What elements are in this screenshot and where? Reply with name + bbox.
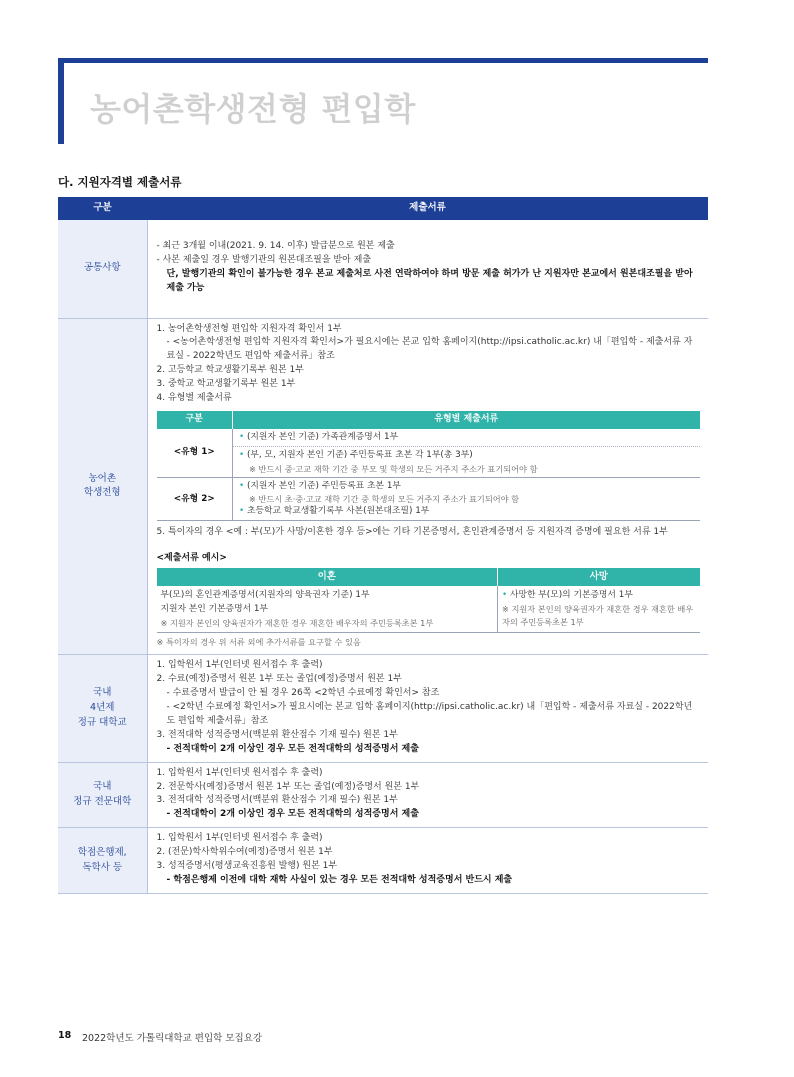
type2-note: ※ 반드시 초·중·고교 재학 기간 중 학생의 모든 거주지 주소가 표기되어야 함: [249, 493, 520, 504]
category-rural-line1: 농어촌: [88, 472, 117, 484]
table-row: [157, 477, 700, 521]
list-item: 5. 특이자의 경우 <예 : 부(모)가 사망/이혼한 경우 등>에는 기타 기본증명서, 혼인관계증명서 등 지원자격 증명에 필요한 서류 1부: [156, 527, 668, 538]
list-item: 1. 입학원서 1부(인터넷 원서접수 후 출력): [156, 660, 323, 670]
page-number: 18: [58, 1030, 72, 1041]
list-item: - 사본 제출일 경우 발행기관의 원본대조필을 받아 제출: [156, 255, 372, 266]
documents-four-year: [147, 655, 708, 763]
type2-item2: 초등학교 학교생활기록부 사본(원본대조필) 1부: [247, 506, 430, 517]
type-table: [157, 411, 700, 521]
list-item: 1. 입학원서 1부(인터넷 원서접수 후 출력): [156, 833, 323, 844]
header-documents: 제출서류: [147, 197, 708, 220]
list-item: - <2학년 수료예정 확인서>가 필요시에는 본교 입학 홈페이지(http://ipsi.catholic.ac.kr) 내「편입학 - 제출서류 자료실 - 2022학년도 편입학 제출서류」참조: [166, 701, 693, 726]
death-note: ※ 지원자 본인의 양육권자가 재혼한 경우 재혼한 배우자의 주민등록초본 1부: [502, 603, 694, 627]
bullet-icon: •: [239, 432, 245, 443]
example-header-divorce: 이혼: [157, 568, 498, 586]
category-credit-bank: 학점은행제, 독학사 등: [58, 828, 147, 894]
type1-item2: (부, 모, 지원자 본인 기준) 주민등록표 초본 각 1부(총 3부): [247, 450, 473, 461]
header-rule: [58, 58, 708, 63]
header-accent-bar: [58, 58, 64, 144]
type-table-header-documents: 유형별 제출서류: [233, 411, 700, 429]
documents-table: [58, 197, 708, 894]
type1-label: <유형 1>: [157, 429, 233, 477]
documents-common: [147, 220, 708, 318]
list-item: 2. (전문)학사학위수여(예정)증명서 원본 1부: [156, 847, 333, 858]
list-item: - 전적대학이 2개 이상인 경우 모든 전적대학의 성적증명서 제출: [166, 743, 419, 754]
category-junior: 국내 정규 전문대학: [58, 762, 147, 828]
category-common: 공통사항: [58, 220, 147, 318]
category-four-year: 국내 4년제 정규 대학교: [58, 655, 147, 763]
type1-note: ※ 반드시 중·고교 재학 기간 중 부모 및 학생의 모든 거주지 주소가 표기되어야 함: [249, 463, 538, 474]
death-line1: 사망한 부(모)의 기본증명서 1부: [510, 590, 633, 601]
list-item: 1. 입학원서 1부(인터넷 원서접수 후 출력): [156, 767, 323, 778]
example-heading: <제출서류 예시>: [156, 553, 227, 564]
category-rural: [58, 318, 147, 655]
table-row: [157, 429, 700, 447]
table-row: [157, 447, 700, 477]
type-table-header-category: 구분: [157, 411, 233, 429]
documents-credit-bank: [147, 828, 708, 894]
list-item: - 전적대학이 2개 이상인 경우 모든 전적대학의 성적증명서 제출: [166, 809, 419, 820]
list-item: 2. 수료(예정)증명서 원본 1부 또는 졸업(예정)증명서 원본 1부: [156, 673, 402, 684]
list-item: 3. 전적대학 성적증명서(백분위 환산점수 기재 필수) 원본 1부: [156, 795, 398, 806]
documents-junior: [147, 762, 708, 828]
divorce-note: ※ 지원자 본인의 양육권자가 재혼한 경우 재혼한 배우자의 주민등록초본 1부: [160, 617, 434, 628]
type2-item1: (지원자 본인 기준) 주민등록표 초본 1부: [247, 480, 401, 491]
example-header-death: 사망: [498, 568, 700, 586]
header-category: 구분: [58, 197, 147, 220]
list-item: 2. 전문학사(예정)증명서 원본 1부 또는 졸업(예정)증명서 원본 1부: [156, 781, 420, 792]
list-item: - 수료증명서 발급이 안 될 경우 26쪽 <2학년 수료예정 확인서> 참조: [166, 687, 440, 698]
type1-item1: (지원자 본인 기준) 가족관계증명서 1부: [247, 432, 399, 443]
bullet-icon: •: [239, 480, 245, 491]
table-row: [58, 655, 708, 763]
table-row: [58, 318, 708, 655]
example-table: [157, 568, 700, 633]
list-item: 3. 성적증명서(평생교육진흥원 발행) 원본 1부: [156, 861, 338, 872]
divorce-line2: 지원자 본인 기본증명서 1부: [160, 603, 268, 614]
bullet-icon: •: [239, 450, 245, 461]
table-row: [58, 828, 708, 894]
bullet-icon: •: [502, 590, 508, 601]
list-item: 3. 중학교 학교생활기록부 원본 1부: [156, 379, 296, 390]
list-item: - 최근 3개월 이내(2021. 9. 14. 이후) 발급분으로 원본 제출: [156, 241, 395, 252]
divorce-line1: 부(모)의 혼인관계증명서(지원자의 양육권자 기준) 1부: [160, 590, 370, 601]
category-rural-line2: 학생전형: [83, 487, 121, 499]
page-title: 농어촌학생전형 편입학: [90, 90, 416, 128]
table-row: [58, 220, 708, 318]
section-heading: 다. 지원자격별 제출서류: [58, 175, 182, 189]
list-item: - 학점은행제 이전에 대학 재학 사실이 있는 경우 모든 전적대학 성적증명서 반드시 제출: [166, 875, 513, 886]
list-item: 4. 유형별 제출서류: [156, 393, 232, 404]
table-row: [58, 762, 708, 828]
list-item: - <농어촌학생전형 편입학 지원자격 확인서>가 필요시에는 본교 입학 홈페이지(http://ipsi.catholic.ac.kr) 내「편입학 - 제출서류 자료실 - 2022학년도 편입학 제출서류」참조: [166, 337, 693, 362]
list-item: 단, 발행기관의 확인이 불가능한 경우 본교 제출처로 사전 연락하여야 하며 방문 제출 허가가 난 지원자만 본교에서 원본대조필을 받아 제출 가능: [166, 269, 693, 294]
documents-rural: [147, 318, 708, 655]
table-header-row: [58, 197, 708, 220]
type2-label: <유형 2>: [157, 477, 233, 521]
list-item: 1. 농어촌학생전형 편입학 지원자격 확인서 1부: [156, 323, 342, 334]
list-item: 2. 고등학교 학교생활기록부 원본 1부: [156, 365, 304, 376]
bullet-icon: •: [239, 506, 245, 517]
table-row: [157, 586, 700, 632]
footer-text: 2022학년도 가톨릭대학교 편입학 모집요강: [82, 1033, 263, 1044]
example-footnote: ※ 특이자의 경우 위 서류 외에 추가서류를 요구할 수 있음: [156, 637, 361, 648]
list-item: 3. 전적대학 성적증명서(백분위 환산점수 기재 필수) 원본 1부: [156, 729, 398, 740]
